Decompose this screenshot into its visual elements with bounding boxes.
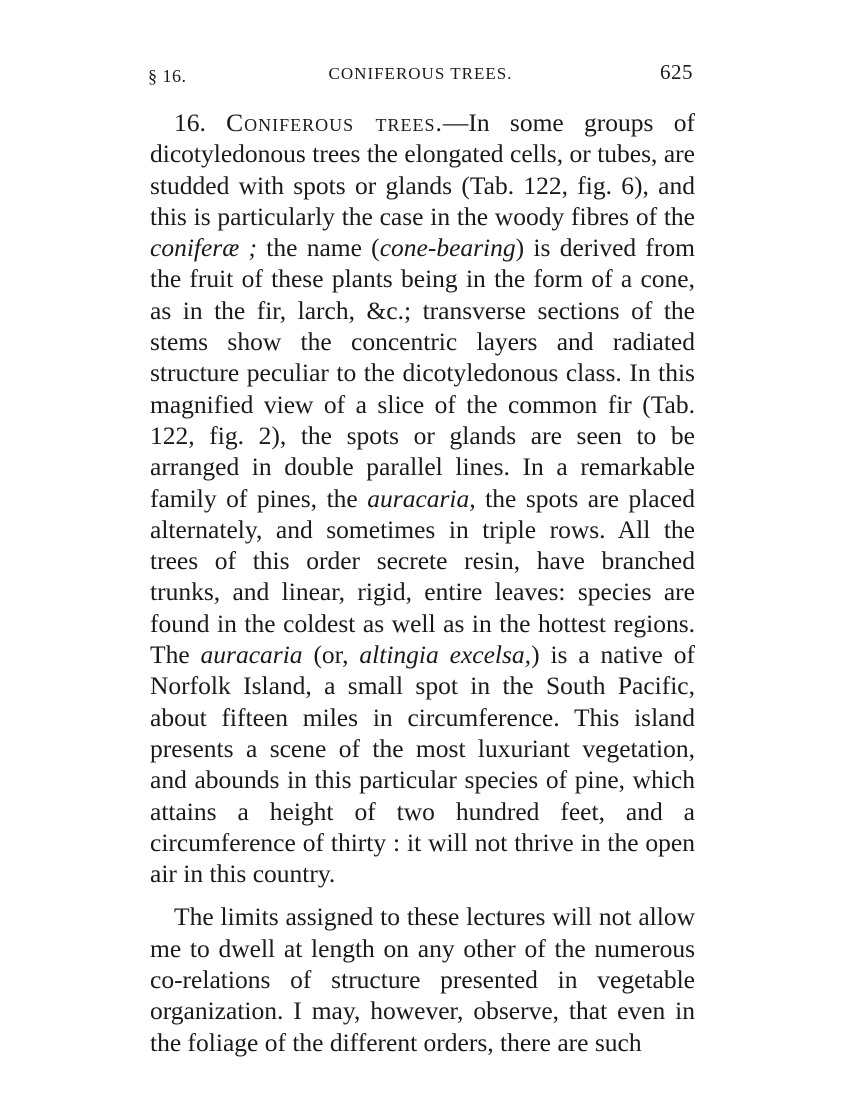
heading-dash: —: [442, 108, 469, 137]
text-run: the name (: [257, 233, 380, 263]
italic-term-altingia-excelsa: altingia excelsa,: [359, 640, 532, 670]
running-title: CONIFEROUS TREES.: [328, 64, 513, 83]
text-run: (or,: [302, 640, 360, 670]
paragraph-limits: The limits assigned to these lectures will not allow me to dwell at length on any other of the numerous co-relations of structure presented in vegetable organization. I may, however, observe, that even in the foliage of the different orders, there are such: [150, 902, 695, 1057]
paragraph-coniferous-trees: [150, 107, 695, 889]
text-run: the spots are placed alternately, and sometimes in triple rows. All the trees of this order secrete resin, have branched trunks, and linear, rigid, entire leaves: species are found in the coldest as well as in the hottest regions. The: [150, 483, 695, 670]
body-text: [150, 107, 695, 1058]
italic-term-auracaria: auracaria,: [367, 483, 476, 513]
text-run: In some groups of dicotyledonous trees the elongated cells, or tubes, are studded with spots or glands (Tab. 122, fig. 6), and this is particularly the case in the woody fibres of the: [150, 108, 695, 231]
text-run: ) is a native of Norfolk Island, a small spot in the South Pacific, about fifteen miles in circumference. This island presents a scene of the most luxuriant vegetation, and abounds in this particular species of pine, which attains a height of two hundred feet, and a circumference of thirty : it will not thrive in the open air in this country.: [150, 640, 695, 889]
section-number: 16.: [174, 108, 206, 137]
italic-term-cone-bearing: cone-bearing: [379, 233, 516, 263]
section-marker: § 16.: [148, 66, 187, 86]
text-run: ) is derived from the fruit of these plants being in the form of a cone, as in the fir, larch, &c.; transverse sections of the stems show the concentric layers and radiated structure peculiar to the dicotyledonous class. In this magnified view of a slice of the common fir (Tab. 122, fig. 2), the spots or glands are seen to be arranged in double parallel lines. In a remarkable family of pines, the: [150, 233, 695, 513]
italic-term-auracaria: auracaria: [200, 640, 303, 670]
page-number: 625: [660, 60, 693, 84]
running-header: [148, 60, 693, 88]
section-heading: Coniferous trees.: [226, 108, 443, 137]
italic-term-coniferae: coniferæ ;: [150, 233, 257, 263]
